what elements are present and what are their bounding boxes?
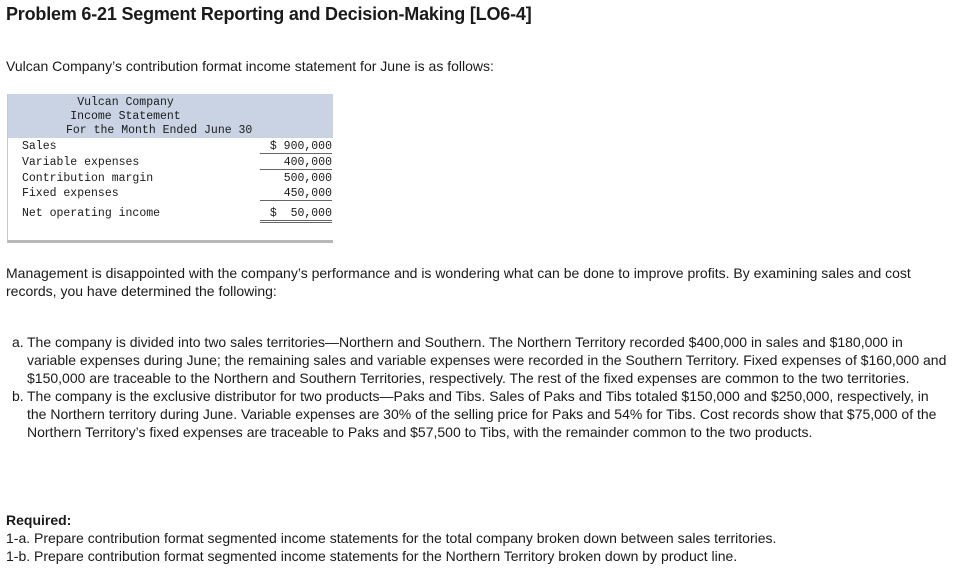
list-item	[12, 387, 947, 441]
list-marker: b.	[12, 388, 24, 404]
required-heading: Required:	[6, 512, 72, 528]
intro-text: Vulcan Company’s contribution format income statement for June is as follows:	[6, 58, 494, 74]
row-value: 500,000	[283, 172, 332, 185]
list-item	[12, 333, 947, 387]
statement-header	[8, 94, 333, 138]
statement-name: Income Statement	[70, 110, 181, 123]
statement-company: Vulcan Company	[77, 96, 174, 109]
management-paragraph: Management is disappointed with the company’s performance and is wondering what can be done to improve profits. By examining sales and cost records, you have determined the following:	[6, 265, 911, 299]
list-item-text: The company is the exclusive distributor for two products—Paks and Tibs. Sales of Paks and Tibs totaled $150,000 and $250,000, respectively, in the Northern territory during June. Variable expenses are 30% of the selling price for Paks and 54% for Tibs. Cost records show that $75,000 of the Northern Territory’s fixed expenses are traceable to Paks and $57,500 to Tibs, with the remainder common to the two products.	[27, 388, 937, 440]
list-marker: a.	[12, 334, 24, 350]
row-label: Variable expenses	[22, 156, 140, 169]
row-label: Contribution margin	[22, 172, 154, 185]
problem-title: Problem 6-21 Segment Reporting and Decision-Making [LO6-4]	[6, 4, 532, 24]
row-label: Net operating income	[22, 207, 161, 220]
required-item-1b: 1-b. Prepare contribution format segmented income statements for the Northern Territory broken down by product line.	[6, 548, 738, 564]
required-section	[6, 511, 776, 565]
row-value: $ 900,000	[260, 140, 332, 154]
facts-list	[12, 333, 947, 441]
row-value: 400,000	[260, 156, 332, 170]
statement-period: For the Month Ended June 30	[66, 124, 253, 137]
row-value: $ 50,000	[260, 207, 332, 223]
list-item-text: The company is divided into two sales territories—Northern and Southern. The Northern Territory recorded $400,000 in sales and $180,000 in variable expenses during June; the remaining sales and variable expenses were recorded in the Southern Territory. Fixed expenses of $160,000 and $150,000 are traceable to the Northern and Southern Territories, respectively. The rest of the fixed expenses are common to the two territories.	[27, 334, 947, 386]
income-statement-table	[7, 94, 333, 243]
row-label: Fixed expenses	[22, 187, 119, 200]
row-label: Sales	[22, 140, 57, 153]
required-item-1a: 1-a. Prepare contribution format segmented income statements for the total company broken down between sales territories.	[6, 530, 777, 546]
row-value: 450,000	[260, 187, 332, 201]
